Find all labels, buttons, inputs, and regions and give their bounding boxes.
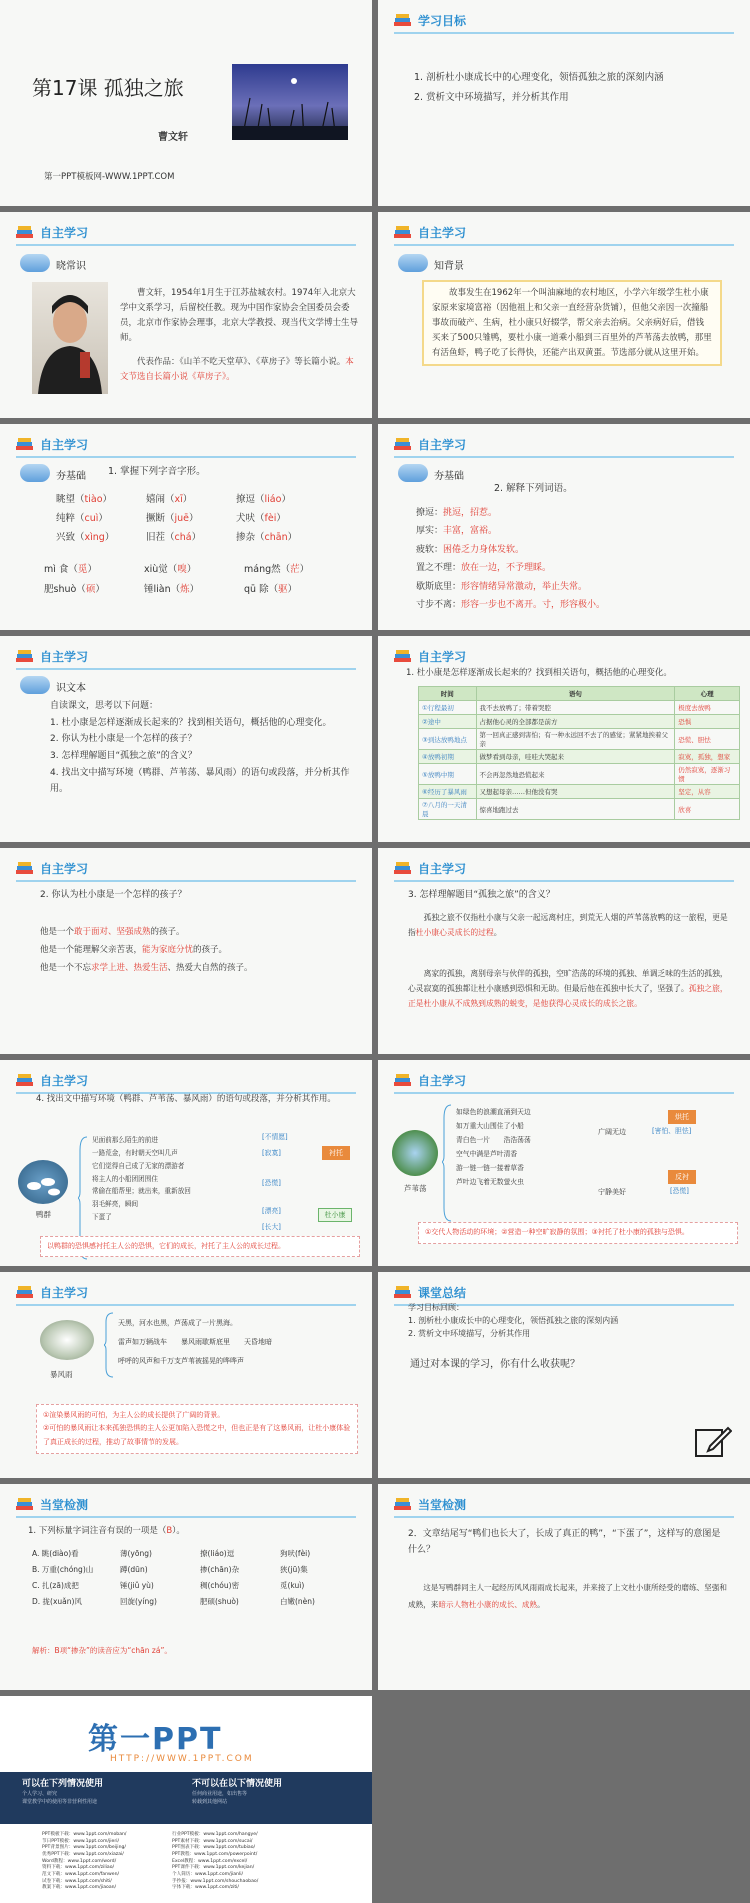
tag-box: 烘托 — [668, 1110, 696, 1124]
link[interactable]: 教案下载：www.1ppt.com/jiaoan/ — [42, 1885, 117, 1891]
license-band — [0, 1772, 372, 1824]
pinyin-line: 纯粹（cuì） 撅断（juē） 犬吠（fèi） — [56, 513, 286, 524]
answer-lines — [40, 924, 253, 978]
answer-line: 他是一个不忘求学上进、热爱生活、热爱大自然的孩子。 — [40, 962, 253, 973]
author-bio: 曹文轩，1954年1月生于江苏盐城农村。1974年入北京大学中文系学习，后留校任教。现为中国作家协会全国委员会委员，北京市作家协会理事，北京大学教授、现当代文学博士生导师。 — [120, 288, 359, 343]
header-rule — [394, 1516, 734, 1518]
note-line: ②可怕的暴风雨让本来孤独恐惧的主人公更加陷入恐慌之中，但也正是有了这暴风雨，让杜小康体验了真正成长的过程，推动了故事情节的发展。 — [43, 1424, 351, 1446]
question-list — [50, 698, 356, 798]
storm-note — [36, 1404, 358, 1454]
growth-table — [418, 686, 740, 820]
answer-line: 他是一个能理解父亲苦衷，能为家庭分忧的孩子。 — [40, 944, 228, 955]
reed-note: ①交代人物活动的环境；②营造一种空旷寂静的氛围；③衬托了杜小康的孤独与恐惧。 — [418, 1222, 738, 1244]
duck-shapes — [18, 1160, 68, 1204]
tag: [寂寞] — [262, 1149, 281, 1157]
goal-item: 1. 剖析杜小康成长中的心理变化，领悟孤独之旅的深刻内涵 — [414, 72, 664, 83]
empty-area — [378, 1696, 750, 1903]
books-icon — [16, 1285, 34, 1299]
link[interactable]: 字体下载：www.1ppt.com/ziti/ — [172, 1885, 239, 1891]
hanzi-line: mì 食（觅） xiù觉（嗅） máng然（茫） — [44, 564, 310, 575]
link[interactable]: PPT图表下载：www.1ppt.com/tubiao/ — [172, 1845, 256, 1851]
section-label: 夯基础 — [434, 471, 464, 482]
link[interactable]: 节日PPT模板：www.1ppt.com/jieri/ — [42, 1838, 120, 1844]
slide-header: 自主学习 — [418, 226, 467, 240]
link[interactable]: PPT素材下载：www.1ppt.com/sucai/ — [172, 1838, 253, 1844]
reeds-image — [392, 1130, 438, 1176]
line: 空气中满是芦叶清香 — [456, 1149, 518, 1158]
books-icon — [394, 437, 412, 451]
option-row[interactable]: B. 万重(chóng)山 蹲(dūn) 掺(chān)杂 狭(jū)集 — [32, 1565, 308, 1575]
slide-ducks — [0, 1060, 372, 1266]
line: 常偷在船帮里；就出来，重新放回 — [92, 1187, 191, 1196]
slide-footer-brand — [0, 1696, 372, 1903]
slide-storm — [0, 1272, 372, 1478]
header-rule — [394, 456, 734, 458]
tag: [恐慌] — [262, 1179, 281, 1187]
line: 将主人的小船团团围住 — [92, 1174, 158, 1183]
header-rule — [394, 1092, 734, 1094]
quiz-question: 2．文章结尾写“鸭们也长大了，长成了真正的鸭”，“下蛋了”，这样写的意图是什么？ — [408, 1529, 721, 1556]
author-works — [120, 355, 360, 385]
slide-header: 当堂检测 — [418, 1498, 467, 1512]
tag-box: 反衬 — [668, 1170, 696, 1184]
can-title: 可以在下列情况使用 — [22, 1779, 104, 1789]
review-title: 学习目标回顾： — [408, 1303, 464, 1312]
duck-lines — [92, 1134, 240, 1224]
header-rule — [16, 668, 356, 670]
quiz-options — [32, 1546, 315, 1611]
mid-label: 广阔无边 — [598, 1128, 626, 1136]
header-rule — [16, 244, 356, 246]
link[interactable]: PPT模板下载：www.1ppt.com/moban/ — [42, 1832, 127, 1837]
books-icon — [394, 225, 412, 239]
link[interactable]: Word教程：www.1ppt.com/word/ — [42, 1858, 117, 1864]
link[interactable]: PPT背景图片：www.1ppt.com/beijing/ — [42, 1845, 126, 1851]
hanzi-line: 肥shuò（硕） 锤liàn（炼） qū 除（驱） — [44, 583, 298, 595]
vocab-item: 置之不理：放在一边，不予理睬。 — [416, 563, 552, 574]
link[interactable]: 试卷下载：www.1ppt.com/shiti/ — [42, 1878, 112, 1884]
table-row: ⑥经历了暴风雨 又想起母亲……但他没有哭 坚定，从容 — [419, 785, 740, 799]
hanzi-rows — [44, 560, 309, 600]
edit-icon — [694, 1424, 732, 1458]
link[interactable]: PPT教程：www.1ppt.com/powerpoint/ — [172, 1851, 258, 1857]
books-icon — [16, 1073, 34, 1087]
slide-title — [0, 0, 372, 206]
slide-pronunciation — [0, 424, 372, 630]
goal-item: 2. 赏析文中环境描写，并分析其作用 — [414, 92, 569, 103]
can-item: 课堂教学中的使用等非营利性用途 — [22, 1799, 98, 1805]
vocab-list — [416, 504, 605, 615]
header-rule — [16, 456, 356, 458]
line: 雷声如万辆战车 暴风雨歇斯底里 天昏地暗 — [118, 1337, 272, 1346]
reed-silhouette — [232, 64, 348, 140]
section-label: 晓常识 — [56, 261, 86, 272]
vocab-item: 歇斯底里：形容情绪异常激动，举止失常。 — [416, 581, 588, 592]
books-icon — [394, 1073, 412, 1087]
lead-text: 自读课文，思考以下问题： — [50, 701, 159, 711]
header-rule — [16, 880, 356, 882]
can-item: 个人学习、研究 — [22, 1791, 58, 1797]
table-row: ①行程最初 我不去放鸭了；带着哭腔 极度去放鸭 — [419, 701, 740, 715]
slide-growth-table — [378, 636, 750, 842]
books-icon — [16, 225, 34, 239]
books-icon — [16, 437, 34, 451]
line: 羽毛鲜亮，瞬间 — [92, 1200, 139, 1209]
slide-questions — [0, 636, 372, 842]
pinyin-row — [56, 490, 297, 547]
answer-para: 孤独之旅不仅指杜小康与父亲一起远离村庄，到荒无人烟的芦苇荡放鸭的这一旅程，更是指杜小康心灵成长的过程。 — [408, 913, 728, 938]
question-item: 3. 怎样理解题目“孤独之旅”的含义？ — [50, 750, 197, 761]
links-right — [172, 1832, 258, 1892]
slide-reeds — [378, 1060, 750, 1266]
tag: [长大] — [262, 1223, 281, 1231]
vocab-item: 寸步不离：形容一步也不离开。寸，形容极小。 — [416, 600, 606, 611]
brace — [104, 1312, 114, 1378]
books-icon — [16, 861, 34, 875]
section-chip — [398, 254, 428, 272]
line: 如绿色的浪潮直涌到天边 — [456, 1108, 531, 1116]
task-label: 2. 解释下列词语。 — [494, 483, 573, 494]
question-item: 2. 你认为杜小康是一个怎样的孩子？ — [50, 734, 197, 745]
table-row: ⑦八月的一天清晨 惊喜地跑过去 欣喜 — [419, 799, 740, 820]
table-row: ②途中 占据他心灵的全部都是前方 恐惧 — [419, 715, 740, 729]
slide-header: 自主学习 — [40, 226, 89, 240]
table-row: ④放鸭初期 做梦看到母亲，哇哇大哭起来 寂寞，孤独，想家 — [419, 750, 740, 764]
pinyin-line: 兴致（xìng） 旧茬（chá） 掺杂（chān） — [56, 532, 298, 543]
link[interactable]: 行业PPT模板：www.1ppt.com/hangye/ — [172, 1832, 258, 1837]
works-highlight: 本文节选自长篇小说《草房子》。 — [120, 357, 354, 382]
storm-lines — [118, 1314, 272, 1371]
table-row: ⑤放鸭中期 不会再忽然地恐慌起来 仍然寂寞，逐渐习惯 — [419, 764, 740, 785]
line: 一路荒金，有时朝天空叫几声 — [92, 1148, 178, 1157]
slide-quiz-2 — [378, 1484, 750, 1690]
table-row: ③到达放鸭地点 第一回真正感到害怕；有一种永远回不去了的感觉；紧紧地挨着父亲 恐慌、胆怯 — [419, 729, 740, 750]
link[interactable]: 优秀PPT下载：www.1ppt.com/xiazai/ — [42, 1851, 124, 1857]
slide-header: 自主学习 — [418, 862, 467, 876]
option-row[interactable]: A. 眺(diào)看 薄(yōng) 撩(liáo)逗 狗吠(fèi) — [32, 1549, 311, 1558]
slide-header: 自主学习 — [40, 1074, 89, 1088]
review-item: 2. 赏析文中环境描写，分析其作用 — [408, 1328, 531, 1338]
slide-character — [0, 848, 372, 1054]
section-chip — [20, 676, 50, 694]
section-label: 知背景 — [434, 261, 464, 272]
line: 游一链一链一接着草香 — [456, 1163, 524, 1172]
slide-header: 自主学习 — [40, 862, 89, 876]
slide-vocabulary — [378, 424, 750, 630]
vocab-item: 撩逗：挑逗，招惹。 — [416, 508, 498, 518]
slide-title-meaning — [378, 848, 750, 1054]
question-text: 3. 怎样理解题目“孤独之旅”的含义？ — [408, 890, 555, 900]
header-rule — [16, 1516, 356, 1518]
slide-background — [378, 212, 750, 418]
option-row[interactable]: D. 拢(xuǎn)风 回旋(yíng) 肥硕(shuò) 白嫩(nèn) — [32, 1597, 315, 1607]
links-left — [42, 1832, 126, 1892]
image-caption: 暴风雨 — [50, 1370, 73, 1379]
question-item: 4. 找出文中描写环境（鸭群、芦苇荡、暴风雨）的语句或段落，并分析其作用。 — [50, 767, 350, 795]
books-icon — [394, 861, 412, 875]
cant-item: 任何商业用途，如出售等 — [192, 1791, 248, 1797]
question-item: 1. 杜小康是怎样逐渐成长起来的？找到相关语句，概括他的心理变化。 — [50, 717, 332, 728]
quiz-answer: 这是写鸭群同主人一起经历风风雨雨成长起来，并来接了上文杜小康所经受的磨练、坚强和成熟，来暗示人物杜小康的成长、成熟。 — [408, 1583, 727, 1609]
question-text: 2. 你认为杜小康是一个怎样的孩子？ — [40, 890, 187, 900]
header-rule — [394, 244, 734, 246]
vocab-item: 疲软：困倦乏力身体发软。 — [416, 544, 525, 555]
line: 如万重大山围住了小船 — [456, 1121, 524, 1130]
review-item: 1. 剖析杜小康成长中的心理变化，领悟孤独之旅的深刻内涵 — [408, 1315, 619, 1325]
slide-header: 学习目标 — [418, 14, 467, 28]
pinyin-line: 眺望（tiào） 嬉闹（xī） 撩逗（liáo） — [56, 494, 291, 505]
section-chip — [20, 254, 50, 272]
header-rule — [16, 1304, 356, 1306]
section-label: 夯基础 — [56, 471, 86, 482]
tag-box-student: 杜小康 — [318, 1208, 352, 1222]
note-line: ①渲染暴风雨的可怕，为主人公的成长提供了广阔的背景。 — [43, 1411, 225, 1419]
duck-note: 以鸭群的恐惧感衬托主人公的恐惧，它们的成长，衬托了主人公的成长过程。 — [40, 1236, 360, 1257]
reed-lines — [456, 1106, 586, 1190]
line: 呼呼的风声和千万支芦苇被摇晃的哗哗声 — [118, 1356, 244, 1365]
header-rule — [394, 32, 734, 34]
task-label: 1. 掌握下列字音字形。 — [108, 466, 206, 477]
link[interactable]: Excel教程：www.1ppt.com/excel/ — [172, 1858, 248, 1864]
mid-label: 宁静美好 — [598, 1188, 626, 1196]
link[interactable]: 资料下载：www.1ppt.com/ziliao/ — [42, 1865, 115, 1871]
tag: [害怕、胆怯] — [652, 1127, 692, 1135]
source-text: 第一PPT模板网-WWW.1PPT.COM — [44, 172, 175, 182]
ducks-image — [18, 1160, 68, 1204]
slide-header: 自主学习 — [418, 438, 467, 452]
books-icon — [16, 649, 34, 663]
section-chip — [398, 464, 428, 482]
header-rule — [394, 880, 734, 882]
portrait — [32, 282, 108, 394]
section-chip — [20, 464, 50, 482]
col-mind: 心理 — [675, 687, 740, 701]
brand-url: HTTP://WWW.1PPT.COM — [110, 1754, 254, 1764]
brace — [442, 1104, 452, 1222]
col-time: 时间 — [419, 687, 477, 701]
cover-image — [232, 64, 348, 140]
slide-author-intro — [0, 212, 372, 418]
answer-line: 他是一个敢于面对、坚强成熟的孩子。 — [40, 927, 185, 937]
tag: [不情愿] — [262, 1133, 288, 1141]
line: 芦叶边飞着无数萤火虫 — [456, 1177, 524, 1186]
cant-title: 不可以在以下情况使用 — [192, 1779, 283, 1789]
background-text: 故事发生在1962年一个叫油麻地的农村地区，小学六年级学生杜小康家原来家境富裕（因他祖上和父亲一直经营杂货铺），但他父亲因一次撞船事故而破产、生病，杜小康只好辍学，帮父亲去治病。父亲病好后，借钱买来了500只雏鸭，要杜小康一道乘小船到三百里外的芦苇荡去放鸭，那里有活鱼虾，鸭子吃了长得快，还能产出双黄蛋。节选部分就从这里开始。 — [422, 280, 722, 366]
books-icon — [394, 13, 412, 27]
slide-header: 自主学习 — [40, 438, 89, 452]
slide-goals — [378, 0, 750, 206]
author-photo — [32, 282, 108, 394]
books-icon — [394, 649, 412, 663]
question-text: 4. 找出文中描写环境（鸭群、芦苇荡、暴风雨）的语句或段落，并分析其作用。 — [36, 1094, 336, 1104]
books-icon — [394, 1285, 412, 1299]
table-header-row — [419, 687, 740, 701]
slide-header: 当堂检测 — [40, 1498, 89, 1512]
link[interactable]: PPT课件下载：www.1ppt.com/kejian/ — [172, 1865, 255, 1871]
cant-item: 转载到其他网站 — [192, 1799, 228, 1805]
answer-para: 离家的孤独，离别母亲与伙伴的孤独，空旷浩荡的环境的孤独、单调乏味的生活的孤独，心灵寂寞的孤独都让杜小康感到恐惧和无助。但最后他在孤独中长大了，坚强了。孤独之旅，正是杜小康从不成熟到成熟的蜕变，是他获得心灵成长的成长之旅。 — [408, 969, 728, 1009]
quiz-question: 1. 下列标量字词注音有误的一项是（B）。 — [28, 1526, 185, 1536]
tag-box-contrast: 衬托 — [322, 1146, 350, 1160]
link[interactable]: 手抄报：www.1ppt.com/shouchaobao/ — [172, 1878, 259, 1884]
col-sentence: 语句 — [476, 687, 675, 701]
table-question: 1. 杜小康是怎样逐渐成长起来的？找到相关语句，概括他的心理变化。 — [406, 668, 672, 678]
slide-header: 自主学习 — [40, 1286, 89, 1300]
slide-summary — [378, 1272, 750, 1478]
option-row[interactable]: C. 扎(zā)成把 锤(jiǔ yù) 稠(chóu)密 觅(kuì) — [32, 1581, 305, 1591]
line: 青白色一片 浩浩荡荡 — [456, 1135, 531, 1144]
line: 见面前那么陌生的前进 — [92, 1136, 158, 1144]
tag: [漂亮] — [262, 1207, 281, 1215]
lesson-title: 第17课 孤独之旅 — [32, 76, 184, 100]
slide-header: 自主学习 — [418, 1074, 467, 1088]
image-caption: 鸭群 — [36, 1210, 51, 1219]
slide-header: 自主学习 — [40, 650, 89, 664]
books-icon — [16, 1497, 34, 1511]
section-label: 识文本 — [56, 683, 86, 694]
slide-header: 课堂总结 — [418, 1286, 467, 1300]
link[interactable]: 个人简历：www.1ppt.com/jianli/ — [172, 1871, 244, 1877]
tag: [恐慌] — [670, 1187, 689, 1195]
storm-image — [40, 1320, 94, 1360]
line: 天黑，河水也黑，芦荡成了一片黑海。 — [118, 1319, 237, 1327]
link[interactable]: 范文下载：www.1ppt.com/fanwen/ — [42, 1871, 120, 1877]
slide-header: 自主学习 — [418, 650, 467, 664]
books-icon — [394, 1497, 412, 1511]
works-text: 代表作品：《山羊不吃天堂草》、《草房子》等长篇小说。 — [137, 357, 346, 367]
review-list — [408, 1302, 618, 1340]
author: 曹文轩 — [158, 132, 188, 143]
image-caption: 芦苇荡 — [404, 1184, 427, 1193]
line: 它们觉得自己成了无家的漂游者 — [92, 1161, 185, 1170]
summary-question: 通过对本课的学习，你有什么收获呢？ — [410, 1359, 580, 1370]
quiz-explanation: 解析：B项“掺杂”的读音应为“chān zá”。 — [32, 1646, 172, 1655]
slide-quiz-1 — [0, 1484, 372, 1690]
vocab-item: 厚实：丰富，富裕。 — [416, 526, 498, 537]
line: 下蛋了 — [92, 1213, 112, 1222]
brand-logo: 第一PPT — [88, 1722, 223, 1757]
